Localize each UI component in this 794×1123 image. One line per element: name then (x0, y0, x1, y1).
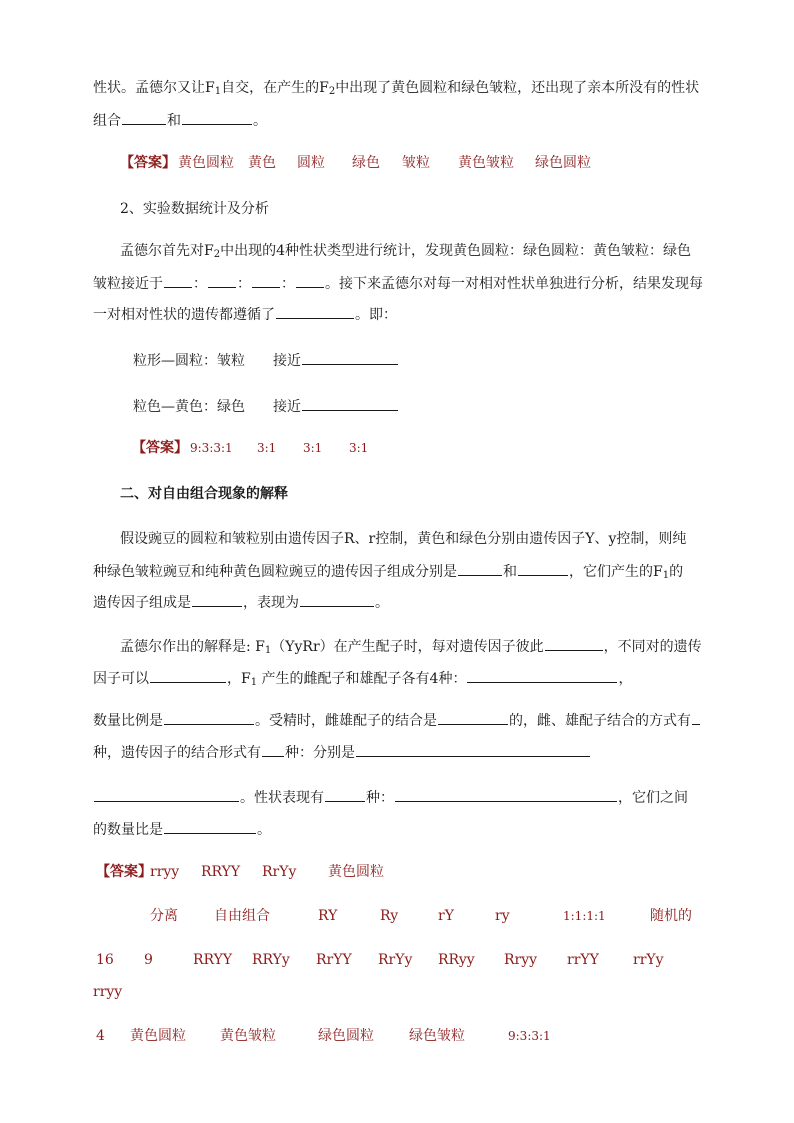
blank (208, 273, 236, 288)
answer-item: 9:3:3:1 (508, 1029, 551, 1043)
p4-line2: 因子可以 ，$F_1$ 产生的雌配子和雄配子各有4种： ， (93, 668, 632, 693)
p3-line1: 假设豌豆的圆粒和皱粒别由遗传因子R、r控制，黄色和绿色分别由遗传因子Y、y控制，则纯 (120, 531, 687, 547)
p4-line5: 。性状表现有 种： ，它们之间 (93, 787, 688, 808)
blank (302, 396, 398, 411)
answer-item: RrYy (378, 952, 413, 968)
answer-item: RRYY (193, 952, 233, 968)
blank (438, 710, 508, 725)
answer-item: 3:1 (257, 441, 277, 455)
answer-item: RRyy (438, 952, 475, 968)
blank (296, 273, 324, 288)
shape-row: 粒形—圆粒：皱粒 接近 (133, 350, 399, 371)
blank (300, 592, 374, 607)
blank (325, 787, 365, 802)
answer-item: 自由组合 (214, 908, 270, 924)
p4-line1: 孟德尔作出的解释是: $F_1(YyRr)$在产生配子时，每对遗传因子彼此 ，不同对的遗传 (120, 636, 702, 661)
answer-item: 1:1:1:1 (563, 909, 606, 923)
blank (356, 742, 590, 757)
p4-line3: 数量比例是 。受精时，雌雄配子的结合是 的，雌、雄配子结合的方式有 (93, 710, 701, 731)
blank (192, 592, 242, 607)
answer-item: 绿色皱粒 (409, 1028, 465, 1044)
p4-line6: 的数量比是 。 (93, 819, 271, 840)
p2-line1: 孟德尔首先对$F_2$中出现的4种性状类型进行统计，发现黄色圆粒：绿色圆粒：黄色皱粒：绿色 (120, 243, 691, 260)
answer-item: 绿色圆粒 (318, 1028, 374, 1044)
answer-label: 【答案】 (132, 440, 188, 456)
answer-item: 4 (96, 1028, 105, 1044)
answer-item: 黄色皱粒 (220, 1028, 276, 1044)
answer-item: 随机的 (650, 908, 692, 924)
blank (122, 110, 166, 125)
p2-line3: 一对相对性状的遗传都遵循了 。即： (93, 304, 397, 325)
blank (692, 710, 700, 725)
blank (164, 819, 256, 834)
answer-item: rryy (93, 984, 123, 1000)
answer-item: 黄色圆粒 (328, 864, 384, 880)
blank (150, 668, 226, 683)
answer-item: RrYY (316, 952, 352, 968)
blank (164, 273, 192, 288)
answer-item: 黄色皱粒 (458, 155, 514, 171)
color-row: 粒色—黄色：绿色 接近 (133, 396, 399, 417)
blank (252, 273, 280, 288)
blank (302, 350, 398, 365)
answer-item: RRYy (252, 952, 290, 968)
blank (276, 304, 354, 319)
answer-item: 9 (144, 952, 153, 968)
answer-item: 圆粒 (297, 155, 325, 171)
answer-item: RY (318, 908, 338, 924)
blank (518, 561, 568, 576)
answer-item: 3:1 (349, 441, 369, 455)
p1-line1: 性状。孟德尔又让$F_1$自交，在产生的$F_2$中出现了黄色圆粒和绿色皱粒，还出现了亲本所没有的性状 (93, 80, 700, 97)
p3-line3: 遗传因子组成是 ，表现为 。 (93, 592, 389, 613)
answer-item: 16 (96, 952, 114, 968)
answer-item: 分离 (150, 908, 178, 924)
answer-item: 黄色 (248, 155, 276, 171)
section-heading: 二、对自由组合现象的解释 (120, 486, 288, 502)
blank (395, 787, 617, 802)
answer-item: 黄色圆粒 (178, 155, 234, 171)
blank (458, 561, 502, 576)
blank (545, 636, 603, 651)
answer-item: rryy (150, 864, 180, 880)
answer-item: 9:3:3:1 (190, 441, 233, 455)
answer-item: 黄色圆粒 (130, 1028, 186, 1044)
blank (94, 787, 239, 802)
p4-line4: 种，遗传因子的结合形式有 种：分别是 (93, 742, 591, 763)
answer-item: rY (438, 908, 454, 924)
answer-item: Rryy (504, 952, 538, 968)
p2-line2: 皱粒接近于 ： ： ： 。接下来孟德尔对每一对相对性状单独进行分析，结果发现每 (93, 273, 703, 294)
answer-item: 绿色 (352, 155, 380, 171)
answer-item: 皱粒 (402, 155, 430, 171)
blank (182, 110, 252, 125)
answer-item: RRYY (201, 864, 241, 880)
section-title: 2、实验数据统计及分析 (120, 201, 269, 217)
answer-item: rrYy (633, 952, 664, 968)
p3-line2: 种绿色皱粒豌豆和纯种黄色圆粒豌豆的遗传因子组成分别是 和 ，它们产生的$F_1$的 (93, 561, 683, 586)
answer-item: RrYy (262, 864, 297, 880)
answer-item: 3:1 (303, 441, 323, 455)
answer-item: Ry (380, 908, 399, 924)
answer-item: rrYY (567, 952, 599, 968)
answer-item: ry (495, 908, 510, 924)
answer-item: 绿色圆粒 (535, 155, 591, 171)
blank (164, 710, 254, 725)
answer-label: 【答案】 (96, 864, 152, 880)
blank (467, 668, 617, 683)
blank (262, 742, 284, 757)
p1-line2: 组合 和 。 (93, 110, 267, 131)
answer-label: 【答案】 (120, 155, 176, 171)
